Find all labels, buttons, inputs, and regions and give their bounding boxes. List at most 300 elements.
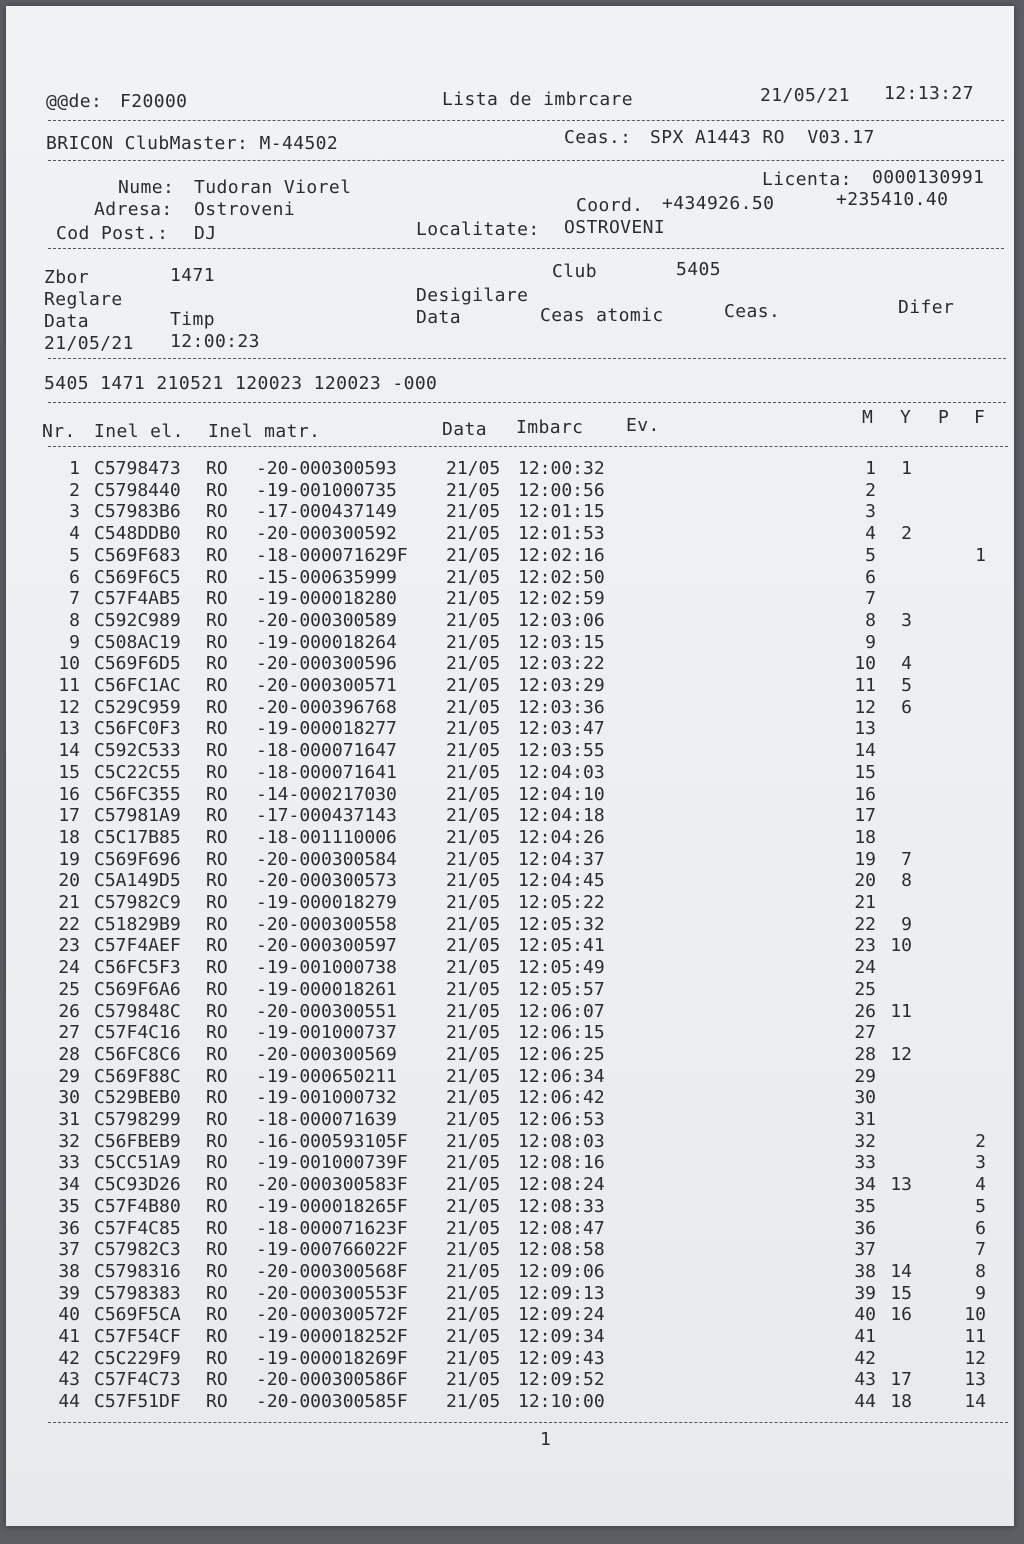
ring-number: -19-001000737	[256, 1022, 397, 1044]
electronic-ring: C569F6C5	[94, 566, 181, 588]
electronic-ring: C56FC0F3	[94, 718, 181, 740]
electronic-ring: C529BEB0	[94, 1087, 181, 1109]
country-code: RO	[206, 458, 228, 479]
arrival-time: 12:10:00	[518, 1391, 605, 1413]
country-code: RO	[206, 1065, 228, 1087]
country-code: RO	[206, 1174, 228, 1196]
arrival-date: 21/05	[446, 892, 501, 913]
table-row	[6, 827, 1014, 849]
col-inel-el: Inel el.	[94, 421, 184, 442]
row-number: 4	[69, 523, 80, 545]
ring-number: -19-000766022F	[256, 1239, 408, 1261]
ring-number: -20-000300558	[256, 913, 397, 935]
row-number: 13	[58, 718, 80, 740]
table-row	[6, 1304, 1014, 1326]
arrival-date: 21/05	[446, 1065, 501, 1087]
electronic-ring: C57982C3	[94, 1239, 181, 1261]
f-rank: 7	[975, 1239, 986, 1261]
table-row	[6, 784, 1014, 806]
m-rank: 28	[854, 1043, 876, 1065]
data2-label: Data	[416, 307, 461, 328]
ring-number: -19-000018277	[256, 718, 397, 740]
arrival-date: 21/05	[446, 1260, 501, 1282]
arrival-time: 12:05:22	[518, 892, 605, 913]
ring-number: -18-000071641	[256, 761, 397, 783]
country-code: RO	[206, 609, 228, 631]
m-rank: 37	[854, 1239, 876, 1261]
f-rank: 4	[975, 1174, 986, 1196]
electronic-ring: C5C229F9	[94, 1347, 181, 1369]
arrival-time: 12:03:55	[518, 740, 605, 762]
table-row	[6, 935, 1014, 957]
country-code: RO	[206, 675, 228, 696]
electronic-ring: C5C93D26	[94, 1174, 181, 1196]
y-rank: 13	[890, 1174, 912, 1196]
data-label: Data	[44, 311, 89, 332]
arrival-time: 12:04:18	[518, 805, 605, 827]
ring-number: -20-000300573	[256, 870, 397, 892]
electronic-ring: C5798383	[94, 1282, 181, 1304]
m-rank: 44	[854, 1391, 876, 1413]
country-code: RO	[206, 1152, 228, 1174]
ring-number: -20-000300583F	[256, 1174, 408, 1196]
row-number: 9	[69, 631, 80, 653]
m-rank: 30	[854, 1087, 876, 1109]
ring-number: -14-000217030	[256, 783, 397, 805]
ring-number: -20-000300596	[256, 653, 397, 675]
table-row	[6, 1369, 1014, 1391]
electronic-ring: C57983B6	[94, 501, 181, 523]
electronic-ring: C57F4C85	[94, 1217, 181, 1239]
country-code: RO	[206, 1347, 228, 1369]
arrival-time: 12:05:32	[518, 913, 605, 935]
ring-number: -16-000593105F	[256, 1130, 408, 1152]
electronic-ring: C57F54CF	[94, 1326, 181, 1347]
table-row	[6, 1152, 1014, 1174]
y-rank: 12	[890, 1043, 912, 1065]
row-number: 39	[58, 1282, 80, 1304]
electronic-ring: C5C22C55	[94, 761, 181, 783]
country-code: RO	[206, 935, 228, 957]
divider	[48, 402, 1006, 403]
f-rank: 6	[975, 1217, 986, 1239]
m-rank: 41	[854, 1326, 876, 1347]
arrival-time: 12:06:07	[518, 1000, 605, 1022]
arrival-time: 12:02:16	[518, 544, 605, 566]
ring-number: -18-000071647	[256, 740, 397, 762]
page-number: 1	[540, 1429, 552, 1450]
y-rank: 5	[901, 675, 912, 696]
table-row	[6, 1174, 1014, 1196]
ceas-atomic-label: Ceas atomic	[540, 305, 664, 326]
ring-number: -19-000018279	[256, 892, 397, 913]
arrival-time: 12:03:29	[518, 675, 605, 696]
arrival-time: 12:05:49	[518, 957, 605, 979]
arrival-time: 12:09:43	[518, 1347, 605, 1369]
clock-label: Ceas.:	[564, 127, 632, 148]
m-rank: 22	[854, 913, 876, 935]
arrival-time: 12:06:15	[518, 1022, 605, 1044]
col-y: Y	[900, 407, 912, 428]
arrival-time: 12:03:36	[518, 696, 605, 718]
ring-number: -19-000018269F	[256, 1347, 408, 1369]
country-code: RO	[206, 1239, 228, 1261]
country-code: RO	[206, 566, 228, 588]
electronic-ring: C548DDB0	[94, 523, 181, 545]
arrival-date: 21/05	[446, 1239, 501, 1261]
arrival-time: 12:08:16	[518, 1152, 605, 1174]
arrival-time: 12:00:56	[518, 479, 605, 501]
m-rank: 39	[854, 1282, 876, 1304]
electronic-ring: C57F4AEF	[94, 935, 181, 957]
arrival-date: 21/05	[446, 1304, 501, 1326]
arrival-time: 12:03:47	[518, 718, 605, 740]
electronic-ring: C56FC5F3	[94, 957, 181, 979]
electronic-ring: C5798299	[94, 1109, 181, 1130]
ring-number: -20-000300572F	[256, 1304, 408, 1326]
print-date: 21/05/21	[760, 85, 850, 106]
table-row	[6, 979, 1014, 1001]
arrival-date: 21/05	[446, 957, 501, 979]
table-row	[6, 588, 1014, 610]
arrival-time: 12:02:59	[518, 588, 605, 610]
table-row	[6, 1001, 1014, 1023]
row-number: 21	[58, 892, 80, 913]
country-code: RO	[206, 1000, 228, 1022]
table-row	[6, 1022, 1014, 1044]
f-rank: 11	[964, 1326, 986, 1347]
ring-number: -19-001000739F	[256, 1152, 408, 1174]
ring-number: -20-000300592	[256, 523, 397, 545]
row-number: 24	[58, 957, 80, 979]
arrival-date: 21/05	[446, 1109, 501, 1130]
ring-number: -15-000635999	[256, 566, 397, 588]
arrival-time: 12:08:58	[518, 1239, 605, 1261]
arrival-date: 21/05	[446, 1326, 501, 1347]
arrival-date: 21/05	[446, 523, 501, 545]
code-value: F20000	[120, 91, 188, 112]
electronic-ring: C508AC19	[94, 631, 181, 653]
table-row	[6, 501, 1014, 523]
summary-line: 5405 1471 210521 120023 120023 -000	[44, 373, 438, 394]
table-row	[6, 1044, 1014, 1066]
electronic-ring: C5CC51A9	[94, 1152, 181, 1174]
country-code: RO	[206, 1195, 228, 1217]
arrival-date: 21/05	[446, 805, 501, 827]
ring-number: -19-000650211	[256, 1065, 397, 1087]
y-rank: 3	[901, 609, 912, 631]
arrival-date: 21/05	[446, 675, 501, 696]
ring-number: -19-000018265F	[256, 1195, 408, 1217]
arrival-time: 12:03:15	[518, 631, 605, 653]
electronic-ring: C57F51DF	[94, 1391, 181, 1413]
document-title: Lista de imbrcare	[442, 89, 634, 110]
arrival-date: 21/05	[446, 1130, 501, 1152]
arrival-time: 12:03:22	[518, 653, 605, 675]
ring-number: -20-000300585F	[256, 1391, 408, 1413]
electronic-ring: C5798316	[94, 1260, 181, 1282]
country-code: RO	[206, 848, 228, 870]
row-number: 5	[69, 544, 80, 566]
arrival-date: 21/05	[446, 501, 501, 523]
arrival-time: 12:09:06	[518, 1260, 605, 1282]
table-row	[6, 849, 1014, 871]
code-label: @@de:	[46, 91, 103, 112]
ceas-label: Ceas.	[724, 301, 781, 322]
ring-number: -19-000018261	[256, 978, 397, 1000]
electronic-ring: C592C533	[94, 740, 181, 762]
ring-number: -19-000018252F	[256, 1326, 408, 1347]
row-number: 44	[58, 1391, 80, 1413]
coord-y: +235410.40	[836, 189, 949, 210]
row-number: 15	[58, 761, 80, 783]
locality-value: OSTROVENI	[564, 217, 666, 238]
arrival-date: 21/05	[446, 653, 501, 675]
f-rank: 3	[975, 1152, 986, 1174]
m-rank: 16	[854, 783, 876, 805]
electronic-ring: C57982C9	[94, 892, 181, 913]
arrival-time: 12:09:34	[518, 1326, 605, 1347]
y-rank: 1	[901, 458, 912, 479]
arrival-date: 21/05	[446, 1282, 501, 1304]
table-row	[6, 545, 1014, 567]
row-number: 41	[58, 1326, 80, 1347]
table-row	[6, 1196, 1014, 1218]
m-rank: 40	[854, 1304, 876, 1326]
arrival-date: 21/05	[446, 1000, 501, 1022]
zbor-label: Zbor	[44, 267, 89, 288]
ring-number: -20-000300551	[256, 1000, 397, 1022]
m-rank: 19	[854, 848, 876, 870]
table-row	[6, 870, 1014, 892]
m-rank: 29	[854, 1065, 876, 1087]
ring-number: -19-001000738	[256, 957, 397, 979]
arrival-time: 12:05:41	[518, 935, 605, 957]
arrival-time: 12:06:53	[518, 1109, 605, 1130]
y-rank: 8	[901, 870, 912, 892]
f-rank: 8	[975, 1260, 986, 1282]
ring-number: -19-001000732	[256, 1087, 397, 1109]
m-rank: 2	[865, 479, 876, 501]
row-number: 23	[58, 935, 80, 957]
arrival-time: 12:03:06	[518, 609, 605, 631]
arrival-date: 21/05	[446, 631, 501, 653]
printed-sheet	[6, 6, 1014, 1526]
ring-number: -17-000437149	[256, 501, 397, 523]
arrival-time: 12:04:03	[518, 761, 605, 783]
m-rank: 23	[854, 935, 876, 957]
arrival-date: 21/05	[446, 1195, 501, 1217]
system-name: BRICON ClubMaster: M-44502	[46, 133, 339, 154]
row-number: 34	[58, 1174, 80, 1196]
m-rank: 6	[865, 566, 876, 588]
country-code: RO	[206, 1087, 228, 1109]
country-code: RO	[206, 1130, 228, 1152]
arrival-date: 21/05	[446, 935, 501, 957]
m-rank: 9	[865, 631, 876, 653]
col-ev: Ev.	[626, 415, 660, 436]
m-rank: 20	[854, 870, 876, 892]
m-rank: 25	[854, 978, 876, 1000]
row-number: 12	[58, 696, 80, 718]
electronic-ring: C592C989	[94, 609, 181, 631]
m-rank: 12	[854, 696, 876, 718]
m-rank: 5	[865, 544, 876, 566]
row-number: 30	[58, 1087, 80, 1109]
y-rank: 15	[890, 1282, 912, 1304]
m-rank: 27	[854, 1022, 876, 1044]
ring-number: -17-000437143	[256, 805, 397, 827]
row-number: 16	[58, 783, 80, 805]
country-code: RO	[206, 1109, 228, 1130]
reglare-time: 12:00:23	[170, 331, 260, 352]
desigilare-label: Desigilare	[416, 285, 529, 306]
arrival-date: 21/05	[446, 1217, 501, 1239]
m-rank: 35	[854, 1195, 876, 1217]
m-rank: 38	[854, 1260, 876, 1282]
arrival-time: 12:08:33	[518, 1195, 605, 1217]
row-number: 11	[58, 675, 80, 696]
arrival-date: 21/05	[446, 1043, 501, 1065]
row-number: 38	[58, 1260, 80, 1282]
divider	[48, 248, 1004, 249]
col-nr: Nr.	[42, 421, 76, 442]
electronic-ring: C569F5CA	[94, 1304, 181, 1326]
y-rank: 18	[890, 1391, 912, 1413]
locality-label: Localitate:	[416, 219, 540, 240]
table-row	[6, 523, 1014, 545]
arrival-date: 21/05	[446, 761, 501, 783]
row-number: 35	[58, 1195, 80, 1217]
ring-number: -19-000018280	[256, 588, 397, 610]
arrival-date: 21/05	[446, 588, 501, 610]
y-rank: 4	[901, 653, 912, 675]
table-row	[6, 480, 1014, 502]
country-code: RO	[206, 1260, 228, 1282]
col-f: F	[974, 407, 986, 428]
country-code: RO	[206, 1022, 228, 1044]
row-number: 22	[58, 913, 80, 935]
country-code: RO	[206, 783, 228, 805]
m-rank: 36	[854, 1217, 876, 1239]
coord-x: +434926.50	[662, 193, 775, 214]
col-inel-matr: Inel matr.	[208, 421, 321, 442]
table-row	[6, 1218, 1014, 1240]
row-number: 17	[58, 805, 80, 827]
y-rank: 9	[901, 913, 912, 935]
y-rank: 7	[901, 848, 912, 870]
col-m: M	[862, 407, 874, 428]
arrival-date: 21/05	[446, 1369, 501, 1391]
electronic-ring: C569F88C	[94, 1065, 181, 1087]
table-row	[6, 957, 1014, 979]
ring-number: -18-000071639	[256, 1109, 397, 1130]
license-value: 0000130991	[872, 167, 985, 188]
row-number: 2	[69, 479, 80, 501]
arrival-time: 12:06:42	[518, 1087, 605, 1109]
club-value: 5405	[676, 259, 721, 280]
table-row	[6, 1261, 1014, 1283]
f-rank: 13	[964, 1369, 986, 1391]
ring-number: -20-000300571	[256, 675, 397, 696]
arrival-time: 12:06:34	[518, 1065, 605, 1087]
m-rank: 34	[854, 1174, 876, 1196]
col-imbarc: Imbarc	[516, 417, 584, 438]
country-code: RO	[206, 696, 228, 718]
arrival-time: 12:04:10	[518, 783, 605, 805]
arrival-time: 12:05:57	[518, 978, 605, 1000]
arrival-time: 12:01:53	[518, 523, 605, 545]
ring-number: -18-000071623F	[256, 1217, 408, 1239]
row-number: 3	[69, 501, 80, 523]
f-rank: 10	[964, 1304, 986, 1326]
col-data: Data	[442, 419, 487, 440]
table-row	[6, 1391, 1014, 1413]
row-number: 28	[58, 1043, 80, 1065]
table-row	[6, 718, 1014, 740]
arrival-date: 21/05	[446, 1022, 501, 1044]
electronic-ring: C5798440	[94, 479, 181, 501]
arrival-date: 21/05	[446, 1391, 501, 1413]
ring-number: -19-000018264	[256, 631, 397, 653]
address-label: Adresa:	[94, 199, 173, 220]
arrival-date: 21/05	[446, 1347, 501, 1369]
table-row	[6, 632, 1014, 654]
table-row	[6, 1326, 1014, 1348]
electronic-ring: C57F4AB5	[94, 588, 181, 610]
ring-number: -20-000300597	[256, 935, 397, 957]
arrival-date: 21/05	[446, 544, 501, 566]
electronic-ring: C51829B9	[94, 913, 181, 935]
table-row	[6, 697, 1014, 719]
table-row	[6, 458, 1014, 480]
ring-number: -20-000300569	[256, 1043, 397, 1065]
y-rank: 17	[890, 1369, 912, 1391]
table-row	[6, 740, 1014, 762]
ring-number: -18-001110006	[256, 826, 397, 848]
ring-number: -20-000300593	[256, 458, 397, 479]
country-code: RO	[206, 523, 228, 545]
country-code: RO	[206, 1326, 228, 1347]
country-code: RO	[206, 1391, 228, 1413]
country-code: RO	[206, 479, 228, 501]
m-rank: 43	[854, 1369, 876, 1391]
country-code: RO	[206, 957, 228, 979]
electronic-ring: C57981A9	[94, 805, 181, 827]
electronic-ring: C56FC8C6	[94, 1043, 181, 1065]
difer-label: Difer	[898, 297, 955, 318]
arrival-date: 21/05	[446, 718, 501, 740]
electronic-ring: C5C17B85	[94, 826, 181, 848]
club-label: Club	[552, 261, 597, 282]
m-rank: 42	[854, 1347, 876, 1369]
zbor-value: 1471	[170, 265, 215, 286]
electronic-ring: C569F6A6	[94, 978, 181, 1000]
row-number: 33	[58, 1152, 80, 1174]
country-code: RO	[206, 1369, 228, 1391]
country-code: RO	[206, 1043, 228, 1065]
row-number: 32	[58, 1130, 80, 1152]
row-number: 18	[58, 826, 80, 848]
arrival-date: 21/05	[446, 1152, 501, 1174]
arrival-date: 21/05	[446, 913, 501, 935]
y-rank: 10	[890, 935, 912, 957]
row-number: 7	[69, 588, 80, 610]
m-rank: 31	[854, 1109, 876, 1130]
m-rank: 21	[854, 892, 876, 913]
electronic-ring: C529C959	[94, 696, 181, 718]
country-code: RO	[206, 892, 228, 913]
